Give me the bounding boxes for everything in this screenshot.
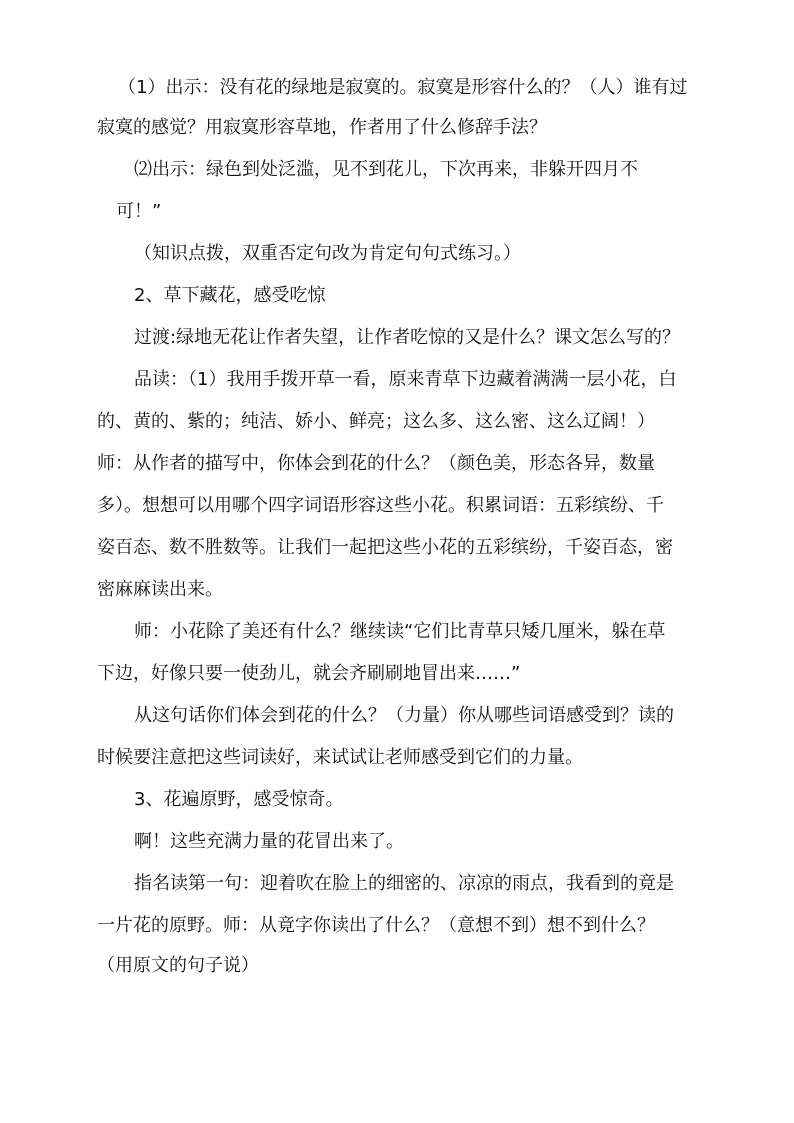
text-line: 可！” — [116, 201, 162, 222]
section-heading: 2、草下藏花，感受吃惊 — [134, 285, 326, 306]
text-line: 时候要注意把这些词读好，来试试让老师感受到它们的力量。 — [97, 747, 583, 768]
text-line: 品读：（1）我用手拨开草一看，原来青草下边藏着满满一层小花，白 — [134, 369, 677, 390]
text-line: 下边，好像只要一使劲儿，就会齐刷刷地冒出来……” — [97, 663, 521, 684]
text-line: 一片花的原野。师：从竟字你读出了什么？（意想不到）想不到什么？ — [97, 915, 655, 936]
text-line: 的、黄的、紫的；纯洁、娇小、鲜亮；这么多、这么密、这么辽阔！） — [97, 411, 655, 432]
text-line: 啊！这些充满力量的花冒出来了。 — [134, 831, 404, 852]
section-heading: 3、花遍原野，感受惊奇。 — [134, 789, 344, 810]
text-line: 多）。想想可以用哪个四字词语形容这些小花。积累词语：五彩缤纷、千 — [97, 495, 664, 516]
text-line: （知识点拨，双重否定句改为肯定句句式练习。） — [134, 243, 521, 264]
text-line: 姿百态、数不胜数等。让我们一起把这些小花的五彩缤纷，千姿百态，密 — [97, 537, 673, 558]
text-line: （1）出示：没有花的绿地是寂寞的。寂寞是形容什么的？（人）谁有过 — [118, 77, 688, 98]
text-line: 师：从作者的描写中，你体会到花的什么？（颜色美，形态各异，数量 — [97, 453, 655, 474]
text-line: 寂寞的感觉？用寂寞形容草地，作者用了什么修辞手法？ — [97, 117, 547, 138]
text-line: 指名读第一句：迎着吹在脸上的细密的、凉凉的雨点，我看到的竟是 — [134, 873, 674, 894]
text-line: 过渡:绿地无花让作者失望，让作者吃惊的又是什么？课文怎么写的？ — [134, 327, 681, 348]
text-line: ⑵出示：绿色到处泛滥，见不到花儿，下次再来，非躲开四月不 — [134, 159, 638, 180]
text-line: 密麻麻读出来。 — [97, 579, 223, 600]
text-line: 从这句话你们体会到花的什么？（力量）你从哪些词语感受到？读的 — [134, 705, 674, 726]
text-line: 师：小花除了美还有什么？继续读“它们比青草只矮几厘米，躲在草 — [134, 621, 666, 642]
text-line: （用原文的句子说） — [97, 955, 259, 976]
